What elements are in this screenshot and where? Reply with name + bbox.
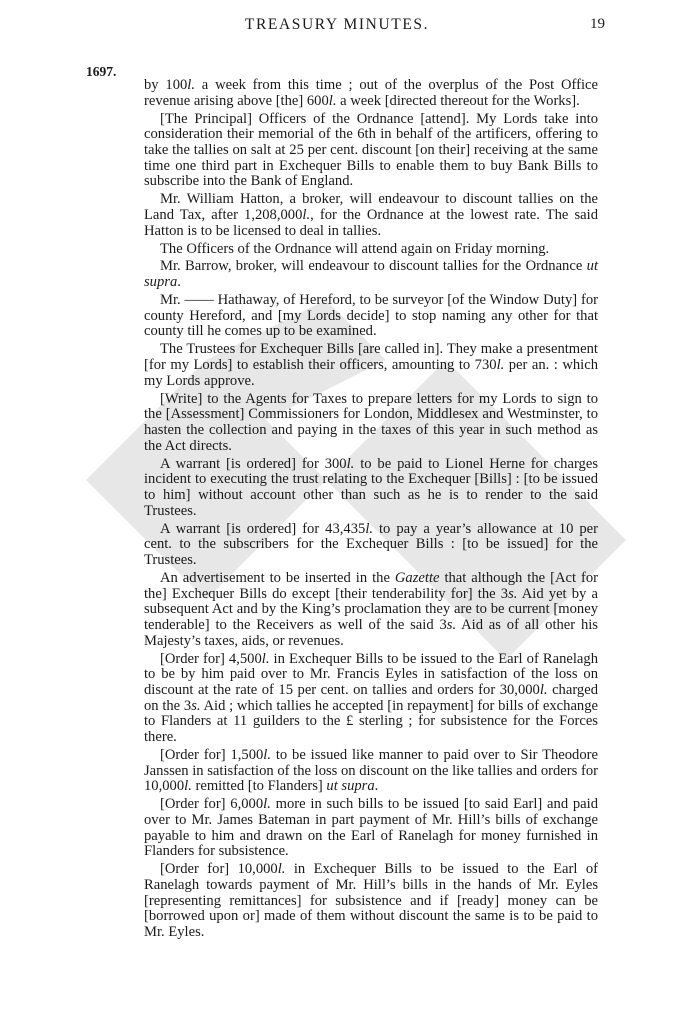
document-body	[144, 78, 598, 943]
paragraph: A warrant [is ordered] for 43,435l. to pay a year’s allowance at 10 per cent. to the subscribers for the Exchequer Bills : [to be issued] for the Trustees.	[144, 520, 598, 569]
running-title: TREASURY MINUTES.	[244, 16, 430, 33]
margin-year: 1697.	[86, 64, 117, 79]
paragraph: [Write] to the Agents for Taxes to prepare letters for my Lords to sign to the [Assessment] Commissioners for London, Middlesex and Westminster, to hasten the collection and paying in the taxes of this year in such method as the Act directs.	[144, 390, 598, 454]
paragraph: The Officers of the Ordnance will attend again on Friday morning.	[160, 240, 550, 257]
page-number: 19	[590, 16, 605, 32]
paragraph: An advertisement to be inserted in the Gazette that although the [Act for the] Exchequer Bills do except [their tenderability for] the 3s. Aid yet by a subsequent Act and by the King’s proclamation they are to be current [money tenderable] to the Receivers as well of the said 3s. Aid as of all other his Majesty’s taxes, aids, or revenues.	[144, 569, 598, 649]
paragraph: [Order for] 4,500l. in Exchequer Bills to be issued to the Earl of Ranelagh to be by him paid over to Mr. Francis Eyles in satisfaction of the loss on discount at the rate of 15 per cent. on tallies and orders for 30,000l. charged on the 3s. Aid ; which tallies he accepted [in repayment] for bills of exchange to Flanders at 11 guilders to the £ sterling ; for subsistence for the Forces there.	[144, 650, 598, 746]
paragraph: The Trustees for Exchequer Bills [are called in]. They make a presentment [for my Lords] to establish their officers, amounting to 730l. per an. : which my Lords approve.	[144, 341, 598, 389]
paragraph: A warrant [is ordered] for 300l. to be paid to Lionel Herne for charges incident to executing the trust relating to the Exchequer [Bills] : [to be issued to him] without account other than such as he is to render to the said Trustees.	[144, 455, 598, 519]
paragraph: [Order for] 6,000l. more in such bills to be issued [to said Earl] and paid over to Mr. James Bateman in part payment of Mr. Hill’s bills of exchange payable to him and drawn on the Earl of Ranelagh for money furnished in Flanders for subsistence.	[144, 796, 599, 860]
paragraph: [Order for] 10,000l. in Exchequer Bills to be issued to the Earl of Ranelagh towards payment of Mr. Hill’s bills in the hands of Mr. Eyles [representing remittances] for subsistence and if [ready] money can be [borrowed upon or] made of them without discount the same is to be paid to Mr. Eyles.	[144, 861, 599, 941]
paragraph: [The Principal] Officers of the Ordnance [attend]. My Lords take into consideration their memorial of the 6th in behalf of the artificers, offering to take the tallies on salt at 25 per cent. discount [on their] receiving at the same time one third part in Exchequer Bills to enable them to buy Bank Bills to subscribe into the Bank of England.	[144, 110, 598, 190]
paragraph: Mr. William Hatton, a broker, will endeavour to discount tallies on the Land Tax, after 1,208,000l., for the Ordnance at the lowest rate. The said Hatton is to be licensed to deal in tallies.	[144, 191, 599, 239]
paragraph: Mr. Barrow, broker, will endeavour to discount tallies for the Ordnance ut supra.	[144, 258, 598, 291]
paragraph: [Order for] 1,500l. to be issued like manner to paid over to Sir Theodore Janssen in satisfaction of the loss on discount on the like tallies and orders for 10,000l. remitted [to Flanders] ut supra.	[144, 747, 598, 795]
paragraph: by 100l. a week from this time ; out of the overplus of the Post Office revenue arising above [the] 600l. a week [directed thereout for the Works].	[144, 77, 598, 109]
paragraph: Mr. —— Hathaway, of Hereford, to be surveyor [of the Window Duty] for county Hereford, and [my Lords decide] to stop naming any other for that county till he comes up to be examined.	[144, 292, 598, 340]
